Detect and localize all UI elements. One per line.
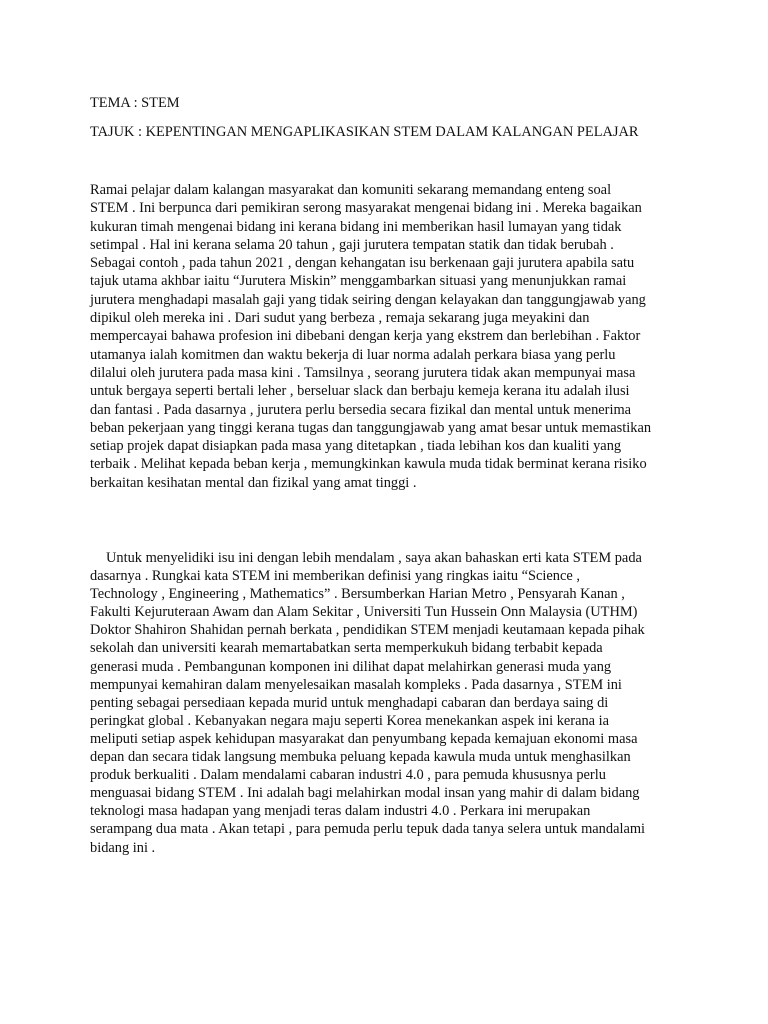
paragraph-line: berkaitan kesihatan mental dan fizikal yang amat tinggi . (90, 474, 417, 491)
paragraph-line: utamanya ialah komitmen dan waktu bekerja di luar norma adalah perkara biasa yang perlu (90, 346, 616, 363)
paragraph-line: mempercayai bahawa profesion ini dibebani dengan kerja yang ekstrem dan berlebihan . Faktor (90, 328, 641, 345)
paragraph-line-text: Untuk menyelidiki isu ini dengan lebih mendalam , saya akan bahaskan erti kata STEM pada (106, 550, 642, 566)
paragraph-line: serampang dua mata . Akan tetapi , para pemuda perlu tepuk dada tanya selera untuk mandalami (90, 821, 646, 838)
paragraph-line: teknologi masa hadapan yang menjadi teras dalam industri 4.0 . Perkara ini merupakan (90, 803, 591, 820)
paragraph-line: produk berkualiti . Dalam mendalami cabaran industri 4.0 , para pemuda khususnya perlu (90, 767, 606, 784)
paragraph-line (90, 549, 690, 567)
paragraph-line: Doktor Shahiron Shahidan pernah berkata , pendidikan STEM menjadi keutamaan kepada pihak (90, 622, 645, 639)
paragraph-1 (90, 181, 690, 492)
paragraph-line: Technology , Engineering , Mathematics” . Bersumberkan Harian Metro , Pensyarah Kanan , (90, 586, 625, 603)
paragraph-line: Ramai pelajar dalam kalangan masyarakat dan komuniti sekarang memandang enteng soal (90, 182, 612, 198)
paragraph-line: generasi muda . Pembangunan komponen ini dilihat dapat melahirkan generasi muda yang (90, 658, 612, 675)
paragraph-2 (90, 549, 690, 857)
paragraph-line: penting sebagai persediaan kepada murid untuk menghadapi cabaran dan berdaya saing di (90, 694, 609, 711)
paragraph-line: setiap projek dapat disiapkan pada masa yang ditetapkan , tiada lebihan kos dan kualiti yang (90, 438, 622, 455)
paragraph-line: setimpal . Hal ini kerana selama 20 tahun , gaji jurutera tempatan statik dan tidak berubah . (90, 236, 614, 253)
paragraph-line: kukuran timah mengenai bidang ini kerana bidang ini memberikan hasil lumayan yang tidak (90, 218, 622, 235)
paragraph-line: dilalui oleh jurutera pada masa kini . Tamsilnya , seorang jurutera tidak akan mempunyai masa (90, 364, 636, 381)
paragraph-line: tajuk utama akhbar iaitu “Jurutera Miskin” menggambarkan situasi yang menunjukkan ramai (90, 273, 627, 290)
paragraph-line: dan fantasi . Pada dasarnya , jurutera perlu bersedia secara fizikal dan mental untuk menerima (90, 401, 632, 418)
paragraph-line: beban pekerjaan yang tinggi kerana tugas dan tanggungjawab yang amat besar untuk memastikan (90, 419, 652, 436)
paragraph-line: Sebagai contoh , pada tahun 2021 , dengan kehangatan isu berkenaan gaji jurutera apabila satu (90, 255, 635, 272)
paragraph-line: meliputi setiap aspek kehidupan masyarakat dan penyumbang kepada kemajuan ekonomi masa (90, 730, 638, 747)
paragraph-line: STEM . Ini berpunca dari pemikiran serong masyarakat mengenai bidang ini . Mereka bagaikan (90, 200, 642, 217)
paragraph-line: mempunyai kemahiran dalam menyelesaikan masalah kompleks . Pada dasarnya , STEM ini (90, 676, 622, 693)
paragraph-line: menguasai bidang STEM . Ini adalah bagi melahirkan modal insan yang mahir di dalam bidang (90, 785, 640, 802)
document-theme: TEMA : STEM (90, 95, 180, 111)
paragraph-line: dasarnya . Rungkai kata STEM ini memberikan definisi yang ringkas iaitu “Science , (90, 568, 580, 585)
paragraph-line: peringkat global . Kebanyakan negara maju seperti Korea menekankan aspek ini kerana ia (90, 712, 610, 729)
paragraph-line: bidang ini . (90, 839, 156, 856)
paragraph-line: sekolah dan universiti kearah memartabatkan serta memperkukuh bidang terbabit kepada (90, 640, 603, 657)
paragraph-line: depan dan secara tidak langsung membuka peluang kepada kawula muda untuk menghasilkan (90, 749, 631, 766)
paragraph-line: Fakulti Kejuruteraan Awam dan Alam Sekitar , Universiti Tun Hussein Onn Malaysia (UTHM) (90, 604, 638, 621)
paragraph-line: jurutera menghadapi masalah gaji yang tidak seiring dengan kelayakan dan tanggungjawab yang (90, 291, 646, 308)
paragraph-line: terbaik . Melihat kepada beban kerja , memungkinkan kawula muda tidak berminat kerana risiko (90, 456, 647, 473)
document-title: TAJUK : KEPENTINGAN MENGAPLIKASIKAN STEM DALAM KALANGAN PELAJAR (90, 124, 639, 140)
paragraph-line: dipikul oleh mereka ini . Dari sudut yang berbeza , remaja sekarang juga meyakini dan (90, 310, 590, 327)
paragraph-line: untuk bergaya seperti bertali leher , berseluar slack dan berbaju kemeja kerana itu adalah ilusi (90, 383, 630, 400)
